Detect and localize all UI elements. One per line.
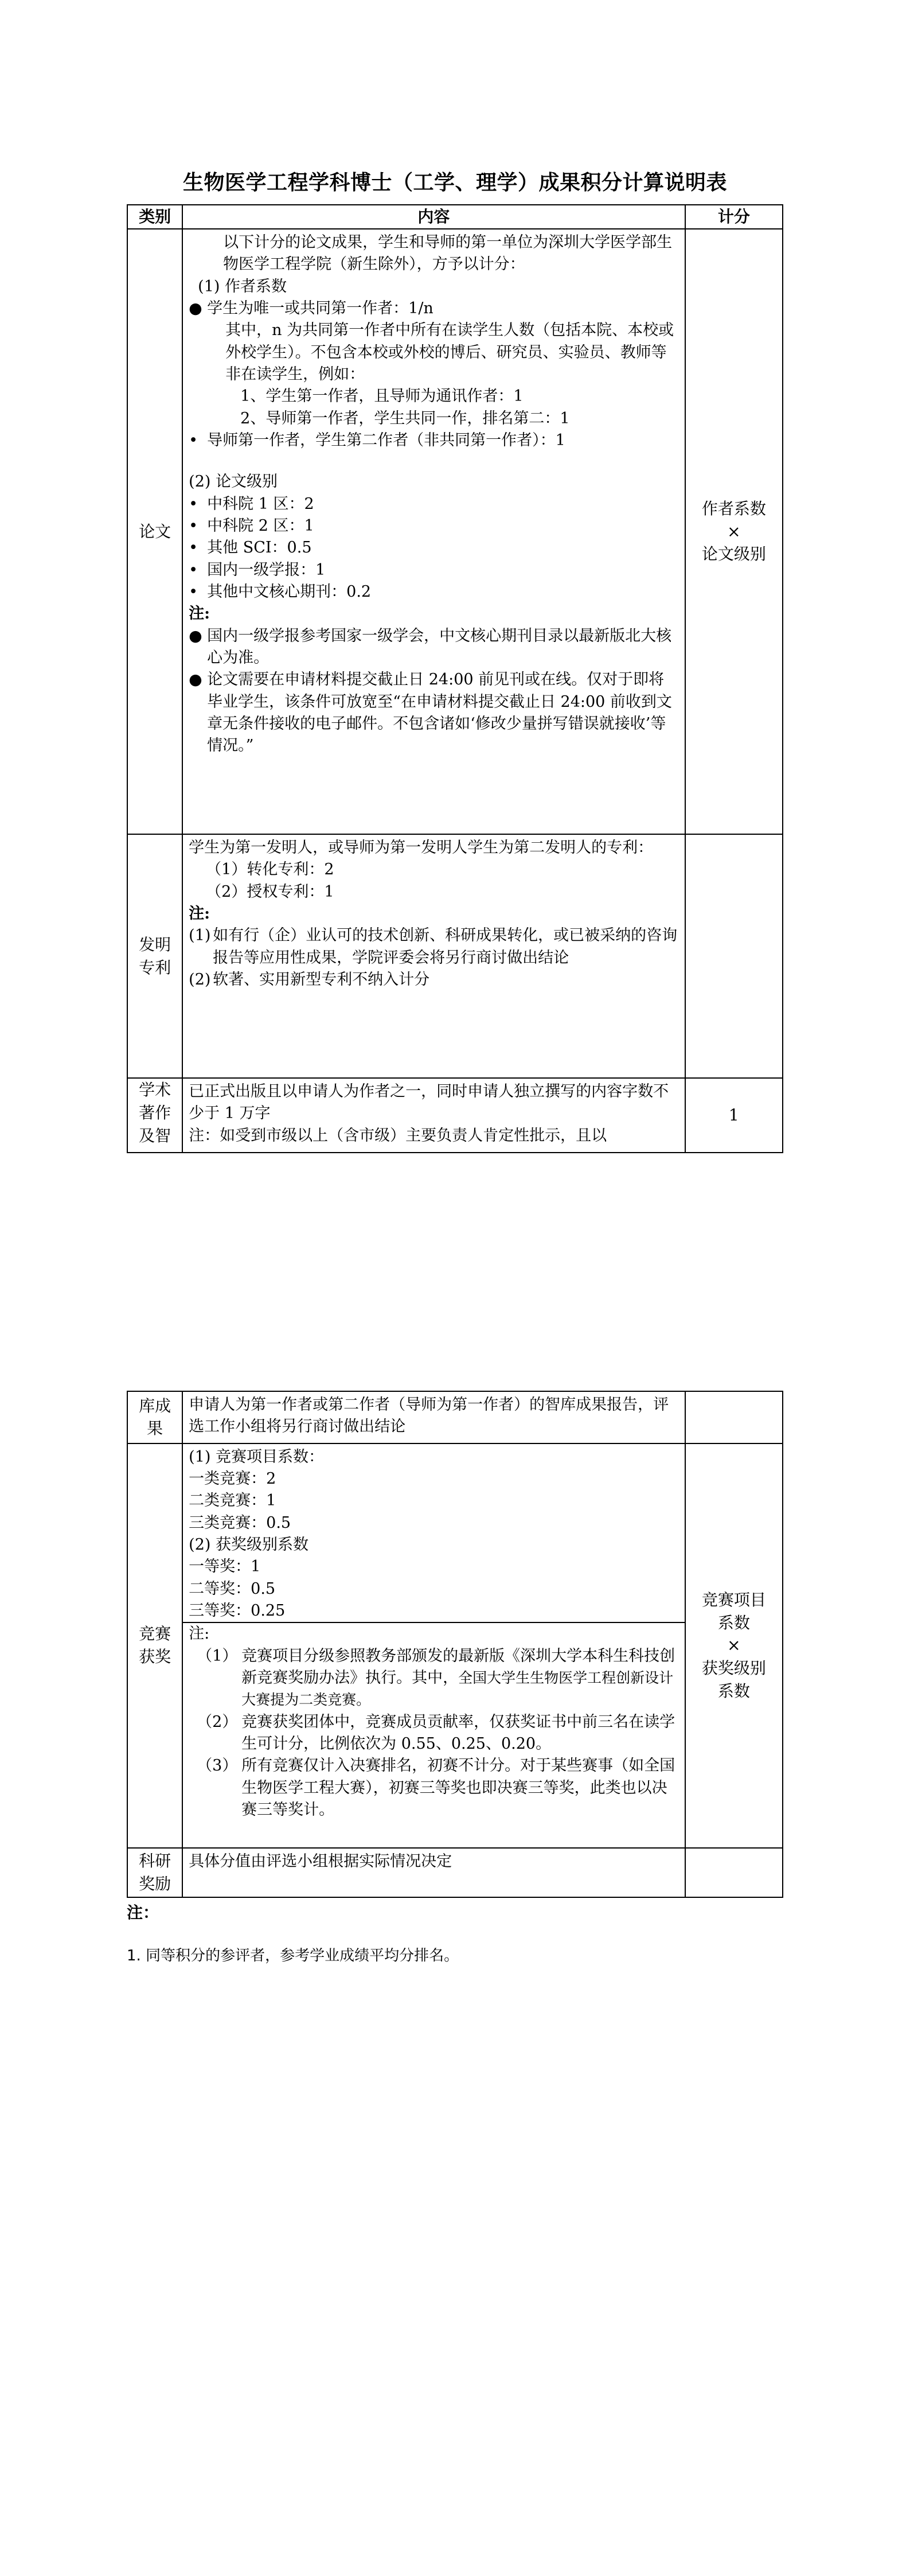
bullet-icon: • bbox=[189, 495, 198, 513]
bullet-icon: • bbox=[189, 431, 198, 449]
table-header-row bbox=[127, 205, 783, 229]
thesis-level-item: • 中科院 2 区：1 bbox=[189, 515, 679, 537]
category-book: 学术 著作 及智 bbox=[127, 1078, 182, 1153]
score-table-part2 bbox=[127, 1391, 783, 1898]
thesis-intro: 以下计分的论文成果，学生和导师的第一单位为深圳大学医学部生物医学工程学院（新生除外），方予以计分： bbox=[223, 234, 673, 274]
patent-item: （2）授权专利：1 bbox=[206, 882, 334, 901]
content-competition bbox=[182, 1443, 685, 1848]
category-patent: 发明 专利 bbox=[127, 834, 182, 1078]
header-category: 类别 bbox=[127, 205, 182, 229]
table-row-think-tank bbox=[127, 1391, 783, 1443]
bullet-icon: ● bbox=[189, 671, 202, 689]
competition-level: 三类竞赛：0.5 bbox=[189, 1513, 291, 1532]
thesis-example-1: 1、学生第一作者，且导师为通讯作者：1 bbox=[240, 387, 524, 406]
content-think-tank: 申请人为第一作者或第二作者（导师为第一作者）的智库成果报告，评选工作小组将另行商讨做出结论 bbox=[182, 1391, 685, 1443]
book-line-1: 已正式出版且以申请人为作者之一，同时申请人独立撰写的内容字数不少于 1 万字 bbox=[189, 1083, 669, 1123]
footer-note-1: 1. 同等积分的参评者，参考学业成绩平均分排名。 bbox=[127, 1947, 459, 1964]
score-think-tank bbox=[685, 1391, 783, 1443]
bullet-icon: ● bbox=[189, 627, 202, 645]
thesis-note-head: 注: bbox=[189, 605, 210, 623]
header-score: 计分 bbox=[685, 205, 783, 229]
thesis-note: ● 国内一级学报参考国家一级学会，中文核心期刊目录以最新版北大核心为准。 bbox=[189, 625, 679, 670]
patent-note: (1) 如有行（企）业认可的技术创新、科研成果转化，或已被采纳的咨询报告等应用性成果，学院评委会将另行商讨做出结论 bbox=[189, 927, 678, 967]
category-thesis: 论文 bbox=[127, 229, 182, 834]
thesis-level-item: • 中科院 1 区：2 bbox=[189, 493, 679, 515]
category-think-tank: 库成 果 bbox=[127, 1391, 182, 1443]
score-book: 1 bbox=[685, 1078, 783, 1153]
score-competition: 竞赛项目 系数 × 获奖级别 系数 bbox=[685, 1443, 783, 1848]
thesis-note: ● 论文需要在申请材料提交截止日 24:00 前见刊或在线。仅对于即将毕业学生，该条件可放宽至“在申请材料提交截止日 24:00 前收到文章无条件接收的电子邮件。不包含诸如‘修改少量拼写错误就接收’等情况。” bbox=[189, 669, 679, 757]
score-patent bbox=[685, 834, 783, 1078]
competition-note-head: 注: bbox=[189, 1625, 210, 1643]
content-research: 具体分值由评选小组根据实际情况决定 bbox=[182, 1848, 685, 1897]
category-research: 科研 奖励 bbox=[127, 1848, 182, 1897]
table-row-competition bbox=[127, 1443, 783, 1848]
content-thesis bbox=[182, 229, 685, 834]
patent-note-head: 注: bbox=[189, 904, 210, 923]
score-table-part1 bbox=[127, 204, 783, 1153]
score-research bbox=[685, 1848, 783, 1897]
table-row-book bbox=[127, 1078, 783, 1153]
thesis-level-item: • 国内一级学报：1 bbox=[189, 559, 679, 581]
bullet-icon: • bbox=[189, 561, 198, 579]
table-row-patent bbox=[127, 834, 783, 1078]
content-book bbox=[182, 1078, 685, 1153]
footer-note-head: 注： bbox=[127, 1903, 159, 1922]
footer-notes bbox=[127, 1900, 783, 1965]
bullet-icon: ● bbox=[189, 299, 202, 317]
page-title: 生物医学工程学科博士（工学、理学）成果积分计算说明表 bbox=[182, 170, 727, 194]
thesis-author-b1-note: 其中，n 为共同第一作者中所有在读学生人数（包括本院、本校或外校学生）。不包含本校或外校的博后、研究员、实验员、教师等非在读学生，例如： bbox=[225, 321, 674, 383]
competition-award-head: (2) 获奖级别系数 bbox=[189, 1535, 308, 1554]
thesis-author-b2: • 导师第一作者，学生第二作者（非共同第一作者）：1 bbox=[189, 430, 679, 452]
competition-level: 二类竞赛：1 bbox=[189, 1492, 276, 1510]
thesis-level-item: • 其他中文核心期刊：0.2 bbox=[189, 581, 679, 603]
thesis-example-2: 2、导师第一作者，学生共同一作，排名第二：1 bbox=[240, 409, 570, 427]
competition-level-head: (1) 竞赛项目系数： bbox=[189, 1447, 324, 1466]
content-patent bbox=[182, 834, 685, 1078]
competition-award: 三等奖：0.25 bbox=[189, 1601, 286, 1620]
competition-award: 一等奖：1 bbox=[189, 1558, 261, 1576]
bullet-icon: • bbox=[189, 539, 198, 557]
competition-level: 一类竞赛：2 bbox=[189, 1469, 276, 1488]
header-content: 内容 bbox=[182, 205, 685, 229]
competition-note: （2） 竞赛获奖团体中，竞赛成员贡献率，仅获奖证书中前三名在读学生可计分，比例依次为 0.55、0.25、0.20。 bbox=[197, 1713, 675, 1753]
competition-award: 二等奖：0.5 bbox=[189, 1579, 276, 1598]
competition-note: （1） 竞赛项目分级参照教务部颁发的最新版《深圳大学本科生科技创新竞赛奖励办法》执行。其中，全国大学生生物医学工程创新设计大赛提为二类竞赛。 bbox=[197, 1647, 675, 1709]
score-thesis: 作者系数 × 论文级别 bbox=[685, 229, 783, 834]
thesis-level-head: (2) 论文级别 bbox=[189, 473, 278, 491]
thesis-author-head: (1) 作者系数 bbox=[198, 277, 287, 295]
table-row-research bbox=[127, 1848, 783, 1897]
book-line-2: 注：如受到市级以上（含市级）主要负责人肯定性批示，且以 bbox=[189, 1126, 607, 1145]
thesis-author-b1: ● 学生为唯一或共同第一作者：1/n bbox=[189, 298, 679, 320]
bullet-icon: • bbox=[189, 516, 198, 535]
table-row-thesis bbox=[127, 229, 783, 834]
thesis-level-item: • 其他 SCI：0.5 bbox=[189, 537, 679, 559]
patent-note: (2) 软著、实用新型专利不纳入计分 bbox=[189, 970, 430, 989]
bullet-icon: • bbox=[189, 582, 198, 601]
category-competition: 竞赛 获奖 bbox=[127, 1443, 182, 1848]
patent-item: （1）转化专利：2 bbox=[206, 861, 334, 879]
patent-intro: 学生为第一发明人，或导师为第一发明人学生为第二发明人的专利： bbox=[189, 839, 654, 857]
competition-note: （3） 所有竞赛仅计入决赛排名，初赛不计分。对于某些赛事（如全国生物医学工程大赛），初赛三等奖也即决赛三等奖，此类也以决赛三等奖计。 bbox=[197, 1757, 675, 1819]
